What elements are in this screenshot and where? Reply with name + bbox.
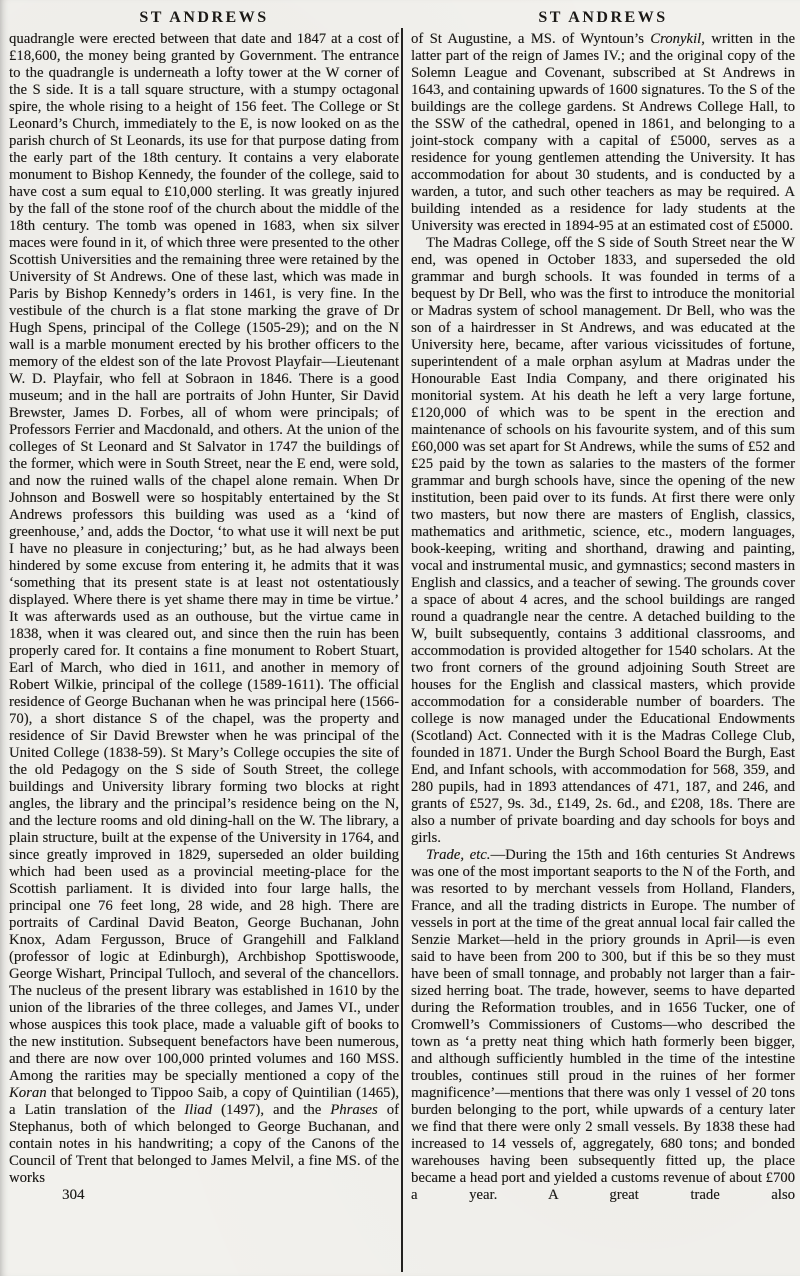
page-number: 304 xyxy=(62,1187,85,1203)
body-text: quadrangle were erected between that date and 1847 at a cost of £18,600, the money being granted by Government. The entrance to the quadrangle is underneath a lofty tower at the W corner of the S side. It is a tall square structure, with a stumpy octagonal spire, the whole rising to a height of 156 feet. The College or St Leonard’s Church, immediately to the E, is now looked on as the parish church of St Leonards, its use for that purpose dating from the early part of the 18th century. It contains a very elaborate monument to Bishop Kennedy, the founder of the college, said to have cost a sum equal to £10,000 sterling. It was greatly injured by the fall of the stone roof of the church about the middle of the 18th century. The tomb was opened in 1683, when six silver maces were found in it, of which three were presented to the other Scottish Universities and the remaining three were retained by the University of St Andrews. One of these last, which was made in Paris by Bishop Kennedy’s orders in 1461, is very fine. In the vestibule of the church is a flat stone marking the grave of Dr Hugh Spens, principal of the College (1505-29); and on the N wall is a marble monument erected by his brother officers to the memory of the eldest son of the late Provost Playfair—Lieutenant W. D. Playfair, who fell at Sobraon in 1846. There is a good museum; and in the hall are portraits of John Hunter, Sir David Brewster, James D. Forbes, all of whom were principals; of Professors Ferrier and Macdonald, and others. At the union of the colleges of St Leonard and St Salvator in 1747 the buildings of the former, which were in South Street, near the E end, were sold, and now the ruined walls of the chapel alone remain. When Dr Johnson and Boswell were so hospitably entertained by the St Andrews professors this building was used as a ‘kind of greenhouse,’ and, adds the Doctor, ‘to what use it will next be put I have no pleasure in conjecturing;’ but, as he had always been hindered by some excuse from entering it, he admits that it was ‘something that its present state is at least not ostentatiously displayed. Where there is yet shame there may in time be virtue.’ It was afterwards used as an outhouse, but the virtue came in 1838, when it was cleared out, and since then the ruin has been properly cared for. It contains a fine monument to Robert Stuart, Earl of March, who died in 1611, and another in memory of Robert Wilkie, principal of the college (1589-1611). The official residence of George Buchanan when he was principal here (1566-70), a short distance S of the chapel, was the property and residence of Sir David Brewster when he was principal of the United College (1838-59). St Mary’s College occupies the site of the old Pedagogy on the S side of South Street, the college buildings and University library forming two blocks at right angles, the library and the principal’s residence being on the N, and the lecture rooms and old dining-hall on the W. The library, a plain structure, built at the expense of the University in 1764, and since greatly improved in 1829, superseded an older building which had been used as a provincial meeting-place for the Scottish parliament. It is divided into four large halls, the principal one 76 feet long, 28 wide, and 28 high. There are portraits of Cardinal David Beaton, George Buchanan, John Knox, Adam Fergusson, Bruce of Grangehill and Falkland (professor of logic at Edinburgh), Archbishop Spottiswoode, George Wishart, Principal Tulloch, and several of the chancellors. The nucleus of the present library was established in 1610 by the union of the libraries of the three colleges, and James VI., under whose auspices this took place, made a valuable gift of books to the new institution. Subsequent benefactors have been numerous, and there are now over 100,000 printed volumes and 160 MSS. Among the rarities may be specially mentioned a copy of the xyxy=(9,31,399,1084)
running-head-right: ST ANDREWS xyxy=(538,9,668,26)
left-column-text xyxy=(9,31,399,1187)
paragraph xyxy=(411,235,795,847)
body-text: , written in the latter part of the reign of James IV.; and the original copy of the Solemn League and Covenant, subscribed at St Andrews in 1643, and containing upwards of 1600 signatures. To the S of the buildings are the college gardens. St Andrews College Hall, to the SSW of the cathedral, opened in 1861, and belonging to a joint-stock company with a capital of £5000, serves as a residence for young gentlemen attending the University. It has accommodation for about 30 students, and is conducted by a warden, a tutor, and such other teachers as may be required. A building intended as a residence for lady students at the University was erected in 1894-95 at an estimated cost of £5000. xyxy=(411,31,795,234)
left-column xyxy=(9,5,399,1204)
right-column-text xyxy=(411,31,795,1204)
right-column xyxy=(399,5,795,1204)
italic-text: Cronykil xyxy=(650,31,702,47)
italic-text: Trade, etc. xyxy=(426,847,491,863)
column-divider-rule xyxy=(401,28,403,1272)
body-text: that belonged to Tippoo Saib, a copy of Quintilian (1465), a Latin translation of the xyxy=(9,1085,399,1118)
paragraph xyxy=(411,31,795,235)
body-text: of St Augustine, a MS. of Wyntoun’s xyxy=(411,31,651,47)
body-text: of Stephanus, both of which belonged to George Buchanan, and contain notes in his handwriting; a copy of the Canons of the Council of Trent that belonged to James Melvil, a fine MS. of the works xyxy=(9,1102,399,1186)
body-text: —During the 15th and 16th centuries St Andrews was one of the most important seaports to the N of the Forth, and was resorted to by merchant vessels from Holland, Flanders, France, and all the trading districts in Europe. The number of vessels in port at the time of the great annual local fair called the Senzie Market—held in the priory grounds in April—is even said to have been from 200 to 300, but if this be so they must have been of small tonnage, and probably not larger than a fair-sized herring boat. The trade, however, seems to have departed during the Reformation troubles, and in 1656 Tucker, one of Cromwell’s Commissioners of Customs—who described the town as ‘a pretty neat thing which hath formerly been bigger, and although sufficiently humbled in the time of the intestine troubles, continues still proud in the ruines of her former magnificence’—mentions that there was only 1 vessel of 20 tons burden belonging to the port, while upwards of a century later we find that there were only 2 small vessels. By 1838 these had increased to 14 vessels of, aggregately, 680 tons; and bonded warehouses having been subsequently fitted up, the place became a head port and yielded a customs revenue of about £700 a year. A great trade also xyxy=(411,847,795,1203)
body-text: The Madras College, off the S side of South Street near the W end, was opened in October 1833, and superseded the old grammar and burgh schools. It was founded in terms of a bequest by Dr Bell, who was the first to introduce the monitorial or Madras system of school management. Dr Bell, who was the son of a hairdresser in St Andrews, and was educated at the University here, became, after various vicissitudes of fortune, superintendent of a male orphan asylum at Madras under the Honourable East India Company, and there originated his monitorial system. At his death he left a very large fortune, £120,000 of which was to be spent in the erection and maintenance of schools on his favourite system, and of this sum £60,000 was set apart for St Andrews, while the sums of £52 and £25 paid by the town as salaries to the masters of the former grammar and burgh schools have, since the opening of the new institution, been paid over to its funds. At first there were only two masters, but now there are masters of English, classics, mathematics and arithmetic, science, etc., modern languages, book-keeping, writing and shorthand, drawing and painting, vocal and instrumental music, and gymnastics; second masters in English and classics, and a teacher of sewing. The grounds cover a space of about 4 acres, and the school buildings are ranged round a quadrangle near the centre. A detached building to the W, built subsequently, contains 3 additional classrooms, and accommodation is provided altogether for 1540 scholars. At the two front corners of the ground adjoining South Street are houses for the English and classical masters, which provide accommodation for a considerable number of boarders. The college is now managed under the Educational Endowments (Scotland) Act. Connected with it is the Madras College Club, founded in 1871. Under the Burgh School Board the Burgh, East End, and Infant schools, with accommodation for 568, 359, and 280 pupils, had in 1893 attendances of 471, 187, and 246, and grants of £527, 9s. 3d., £149, 2s. 6d., and £208, 18s. There are also a number of private boarding and day schools for boys and girls. xyxy=(411,235,795,846)
italic-text: Iliad xyxy=(184,1102,213,1118)
italic-text: Phrases xyxy=(330,1102,378,1118)
paragraph xyxy=(9,31,399,1187)
body-text: (1497), and the xyxy=(212,1102,331,1118)
running-head-left: ST ANDREWS xyxy=(139,9,269,26)
italic-text: Koran xyxy=(9,1085,47,1101)
paragraph xyxy=(411,847,795,1204)
